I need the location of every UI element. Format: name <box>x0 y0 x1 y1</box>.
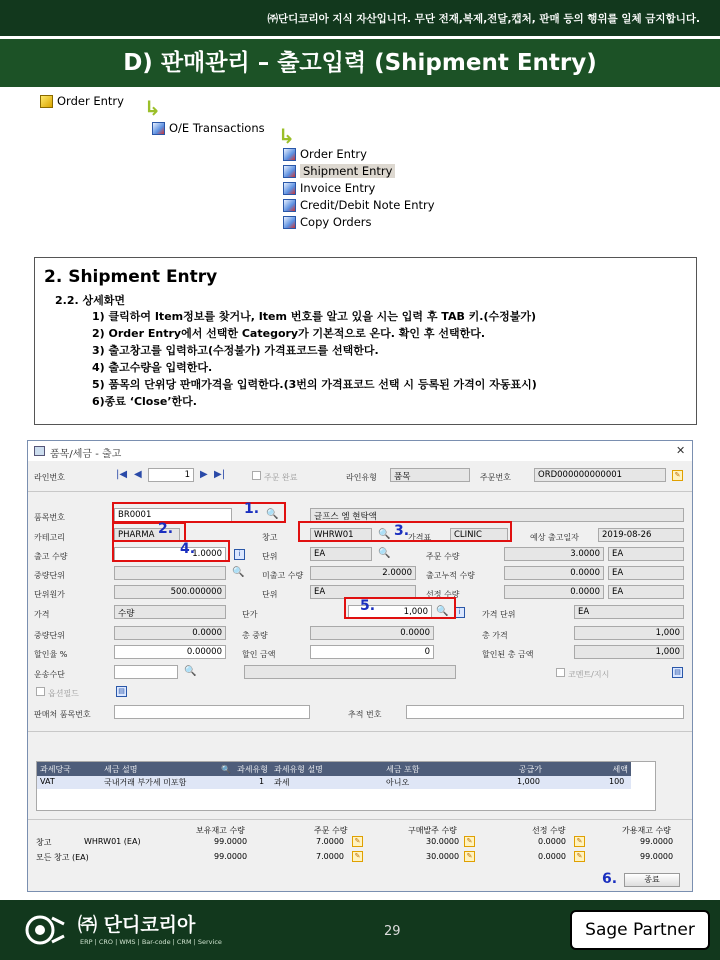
section-heading: 2. Shipment Entry <box>44 267 218 287</box>
callout-number: 2. <box>158 521 174 537</box>
via-desc-field[interactable] <box>244 665 456 679</box>
line-no-label: 라인번호 <box>34 473 65 482</box>
tax-cell: 국내거래 부가세 미포함 <box>104 778 187 787</box>
stock-cell: 99.0000 <box>214 837 248 846</box>
tax-col-header[interactable]: 과세유형 설명 <box>271 762 383 776</box>
menu-item-label: Invoice Entry <box>300 181 376 195</box>
stock-row-label: 창고 <box>36 838 52 847</box>
search-icon[interactable]: 🔍 <box>378 529 391 540</box>
qty-ord-field[interactable]: 3.0000 <box>504 547 604 561</box>
qty-ord-label: 주문 수량 <box>426 552 460 561</box>
table-row[interactable] <box>37 776 631 789</box>
drilldown-icon[interactable]: ✎ <box>352 851 363 862</box>
qty-ord-unit[interactable]: EA <box>608 547 684 561</box>
menu-folder[interactable] <box>152 120 265 136</box>
form-icon <box>283 216 296 229</box>
stock-col-header: 주문 수량 <box>314 826 348 835</box>
drilldown-icon[interactable]: ✎ <box>574 836 585 847</box>
section-sub: 2.2. 상세화면 <box>55 294 125 307</box>
unit2-label: 단위 <box>262 590 278 599</box>
stock-cell: 30.0000 <box>426 852 460 861</box>
drilldown-icon[interactable]: ✎ <box>352 836 363 847</box>
total-weight-label: 총 중량 <box>242 631 268 640</box>
category-label: 카테고리 <box>34 533 65 542</box>
ext-disc-label: 할인된 총 금액 <box>482 650 534 659</box>
company-logo-icon <box>22 912 66 948</box>
instruction-line: 4) 출고수량을 입력한다. <box>92 361 213 374</box>
tax-cell: 1,000 <box>517 777 540 786</box>
via-label: 운송수단 <box>34 670 65 679</box>
line-no-field[interactable]: 1 <box>148 468 194 482</box>
qty-commit-label: 선정 수량 <box>426 590 460 599</box>
total-price-field[interactable]: 1,000 <box>574 626 684 640</box>
unit-label: 단위 <box>262 552 278 561</box>
comment-icon[interactable]: ▤ <box>672 667 683 678</box>
instruction-line: 5) 품목의 단위당 판매가격을 입력한다.(3번의 가격표코드 선택 시 등록된 가격이 자동표시) <box>92 378 537 391</box>
price-unit-field[interactable]: EA <box>574 605 684 619</box>
serial-field[interactable] <box>406 705 684 719</box>
order-no-field[interactable]: ORD000000000001 <box>534 468 666 482</box>
weight-unit-field[interactable] <box>114 566 226 580</box>
shipment-item-window <box>27 440 693 892</box>
company-name: ㈜ 단디코리아 <box>78 914 196 936</box>
tax-col-header[interactable]: 과세당국 <box>37 762 101 776</box>
stock-col-header: 가용재고 수량 <box>622 826 671 835</box>
divider <box>28 491 692 492</box>
tax-col-header[interactable]: 세액 <box>545 762 631 776</box>
tax-col-header[interactable]: 공급가 <box>457 762 545 776</box>
stock-cell: 0.0000 <box>538 852 566 861</box>
price-label: 가격 <box>34 610 50 619</box>
disc-pct-label: 할인율 % <box>34 650 68 659</box>
stock-row-label: 모든 창고 (EA) <box>36 853 89 862</box>
tax-col-header[interactable] <box>199 762 271 776</box>
pricelist-field[interactable]: CLINIC <box>450 528 508 542</box>
tax-col-header[interactable]: 세금 설명 <box>101 762 199 776</box>
drilldown-icon[interactable]: ✎ <box>574 851 585 862</box>
tax-cell: 100 <box>609 777 625 786</box>
item-desc-field[interactable]: 글프스 엠 현탁액 <box>310 508 684 522</box>
complete-checkbox[interactable] <box>252 471 261 480</box>
total-weight-field[interactable]: 0.0000 <box>310 626 434 640</box>
stock-cell: 7.0000 <box>316 837 344 846</box>
menu-item-shipment-entry[interactable] <box>283 163 435 179</box>
search-icon[interactable]: 🔍 <box>184 666 197 677</box>
price-by-field[interactable]: 수량 <box>114 605 226 619</box>
callout-number: 5. <box>360 598 376 614</box>
divider <box>28 731 692 732</box>
stock-cell: 99.0000 <box>214 852 248 861</box>
uom-icon[interactable]: i <box>454 607 465 618</box>
tax-cell: 아니오 <box>386 778 410 787</box>
qty-ship-label: 출고 수량 <box>34 552 68 561</box>
qty-bo-field[interactable]: 2.0000 <box>310 566 416 580</box>
stock-cell: 7.0000 <box>316 852 344 861</box>
disc-pct-field[interactable]: 0.00000 <box>114 645 226 659</box>
menu-list <box>283 146 435 230</box>
search-icon: 🔍 <box>221 765 232 774</box>
tax-cell: 1 <box>259 777 265 786</box>
nav-first-icon[interactable]: |◀ <box>116 469 128 480</box>
tax-cell: VAT <box>40 777 55 786</box>
complete-label: 주문 완료 <box>264 473 298 482</box>
vendor-item-field[interactable] <box>114 705 310 719</box>
stock-cell: 30.0000 <box>426 837 460 846</box>
exp-ship-field[interactable]: 2019-08-26 <box>598 528 684 542</box>
nav-next-icon[interactable]: ▶ <box>200 469 208 480</box>
item-no-field[interactable]: BR0001 <box>114 508 232 522</box>
ext-disc-field[interactable]: 1,000 <box>574 645 684 659</box>
weight-unit-label: 중량단위 <box>34 571 65 580</box>
instruction-line: 6)종료 ‘Close’한다. <box>92 395 197 408</box>
menu-item-label: Shipment Entry <box>300 164 395 178</box>
serial-label: 추적 번호 <box>348 710 382 719</box>
weight-field[interactable]: 0.0000 <box>114 626 226 640</box>
stock-cell: 0.0000 <box>538 837 566 846</box>
disc-amt-label: 할인 금액 <box>242 650 276 659</box>
callout-number: 3. <box>394 523 410 539</box>
qty-bo-label: 미출고 수량 <box>262 571 304 580</box>
comment-checkbox[interactable] <box>556 668 565 677</box>
tax-cell: 과세 <box>274 778 290 787</box>
tax-grid[interactable] <box>36 761 656 811</box>
menu-item-copy-orders[interactable] <box>283 214 435 230</box>
stock-col-header: 보유재고 수량 <box>196 826 245 835</box>
qty-shipped-label: 출고누적 수량 <box>426 571 475 580</box>
partner-brand: Sage <box>585 920 628 940</box>
qty-ship-field[interactable]: 1.0000 <box>114 547 226 561</box>
search-icon[interactable]: 🔍 <box>232 567 245 578</box>
disc-amt-field[interactable]: 0 <box>310 645 434 659</box>
window-title: 품목/세금 - 출고 <box>28 441 692 461</box>
menu-folder-label: O/E Transactions <box>169 121 265 135</box>
menu-item-label: Credit/Debit Note Entry <box>300 198 435 212</box>
item-no-label: 품목번호 <box>34 513 65 522</box>
callout-number: 1. <box>244 501 260 517</box>
close-button[interactable]: 종료 <box>624 873 680 887</box>
unit2-field[interactable]: EA <box>310 585 416 599</box>
qty-commit-unit[interactable]: EA <box>608 585 684 599</box>
optional-label: 옵션필드 <box>48 689 79 698</box>
weight-label: 중량단위 <box>34 631 65 640</box>
partner-logo <box>570 910 710 950</box>
menu-item-label: Order Entry <box>300 147 367 161</box>
arrow-icon: ↳ <box>144 96 161 120</box>
instruction-line: 3) 출고창고를 입력하고(수정불가) 가격표코드를 선택한다. <box>92 344 379 357</box>
drilldown-icon[interactable]: ✎ <box>464 851 475 862</box>
close-icon[interactable]: ✕ <box>676 444 686 457</box>
callout-box-qty <box>112 540 230 562</box>
folder-icon <box>152 122 165 135</box>
line-type-label: 라인유형 <box>346 473 377 482</box>
callout-number: 4. <box>180 541 196 557</box>
stock-cell: 99.0000 <box>640 852 674 861</box>
stock-col-header: 선정 수량 <box>532 826 566 835</box>
menu-root[interactable] <box>40 93 124 109</box>
unit-cost-field[interactable]: 500.000000 <box>114 585 226 599</box>
instruction-line: 2) Order Entry에서 선택한 Category가 기본적으로 온다. 확인 후 선택한다. <box>92 327 485 340</box>
nav-last-icon[interactable]: ▶| <box>214 469 226 480</box>
copyright-notice: ㈜단디코리아 지식 자산입니다. 무단 전재,복제,전달,캡처, 판매 등의 행위를 일체 금지합니다. <box>0 0 720 36</box>
partner-label: Partner <box>627 920 695 940</box>
callout-box-category <box>112 522 186 542</box>
pricelist-label: 가격표 <box>408 533 432 542</box>
form-icon <box>283 165 296 178</box>
line-type-field[interactable]: 품목 <box>390 468 470 482</box>
arrow-icon: ↳ <box>278 124 295 148</box>
stock-row-loc: WHRW01 (EA) <box>84 837 141 846</box>
category-field[interactable]: PHARMA <box>114 528 180 542</box>
description-box <box>34 257 697 425</box>
qty-shipped-unit[interactable]: EA <box>608 566 684 580</box>
drilldown-icon[interactable]: ✎ <box>464 836 475 847</box>
comment-label: 코멘트/지시 <box>568 670 610 679</box>
module-icon <box>40 95 53 108</box>
menu-item-order-entry[interactable] <box>283 146 435 162</box>
menu-item-credit-debit[interactable] <box>283 197 435 213</box>
instruction-line: 1) 클릭하여 Item정보를 찾거나, Item 번호를 알고 있을 시는 입력 후 TAB 키.(수정불가) <box>92 310 537 323</box>
optional-icon[interactable]: ▤ <box>116 686 127 697</box>
warehouse-field[interactable]: WHRW01 <box>310 528 372 542</box>
exp-ship-label: 예상 출고일자 <box>530 533 579 542</box>
unit-cost-label: 단위원가 <box>34 590 65 599</box>
note-icon[interactable]: ✎ <box>672 470 683 481</box>
tax-col-header[interactable]: 세금 포함 <box>383 762 457 776</box>
form-icon <box>283 182 296 195</box>
callout-box-item <box>112 502 286 523</box>
total-price-label: 총 가격 <box>482 631 508 640</box>
unit-price-field[interactable]: 1,000 <box>348 605 432 619</box>
vendor-item-label: 판매처 품목번호 <box>34 710 91 719</box>
price-unit-label: 가격 단위 <box>482 610 516 619</box>
nav-prev-icon[interactable]: ◀ <box>134 469 142 480</box>
optional-checkbox[interactable] <box>36 687 45 696</box>
via-field[interactable] <box>114 665 178 679</box>
form-icon <box>283 148 296 161</box>
order-no-label: 주문번호 <box>480 473 511 482</box>
stock-col-header: 구매발주 수량 <box>408 826 457 835</box>
unit-field[interactable]: EA <box>310 547 372 561</box>
callout-number: 6. <box>602 871 618 887</box>
search-icon[interactable]: 🔍 <box>378 548 391 559</box>
page-title: D) 판매관리 – 출고입력 (Shipment Entry) <box>0 39 720 87</box>
warehouse-label: 창고 <box>262 533 278 542</box>
qty-commit-field[interactable]: 0.0000 <box>504 585 604 599</box>
form-icon <box>283 199 296 212</box>
stock-panel <box>32 823 688 867</box>
menu-root-label: Order Entry <box>57 94 124 108</box>
search-icon[interactable]: 🔍 <box>266 509 279 520</box>
menu-item-label: Copy Orders <box>300 215 372 229</box>
qty-shipped-field[interactable]: 0.0000 <box>504 566 604 580</box>
footer <box>0 900 720 960</box>
stock-cell: 99.0000 <box>640 837 674 846</box>
divider <box>28 819 692 820</box>
page-number: 29 <box>384 924 401 939</box>
unit-price-label: 단가 <box>242 610 258 619</box>
menu-item-invoice-entry[interactable] <box>283 180 435 196</box>
search-icon[interactable]: 🔍 <box>436 606 449 617</box>
window-icon <box>34 446 45 456</box>
tax-col-label: 과세유형 <box>237 765 268 774</box>
uom-icon[interactable]: i <box>234 549 245 560</box>
company-services: ERP | CRO | WMS | Bar-code | CRM | Service <box>80 938 222 946</box>
